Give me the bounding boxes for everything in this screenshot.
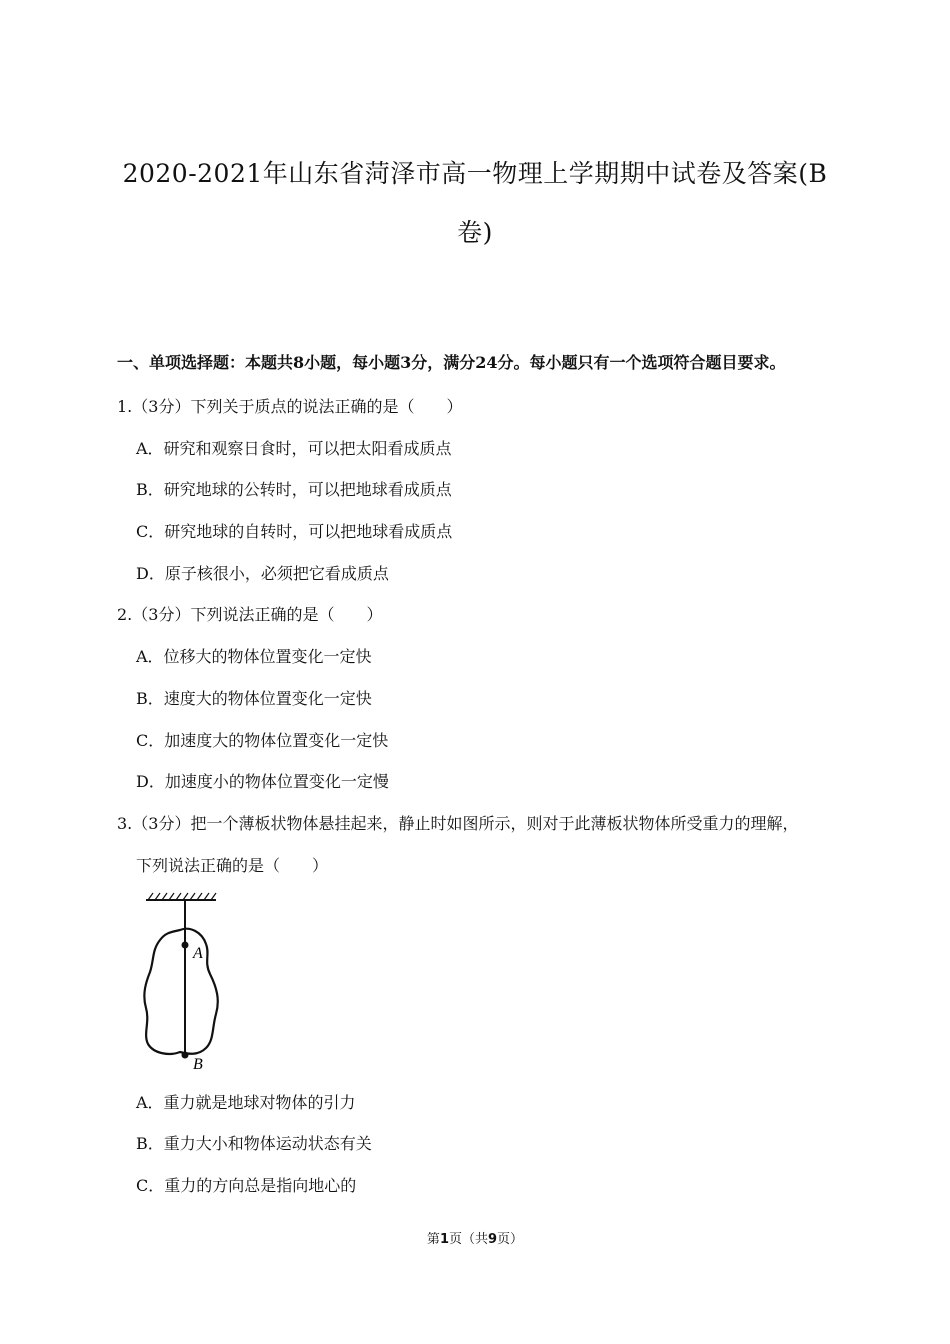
question-2-stem: 2.（3分）下列说法正确的是（ ） xyxy=(117,605,383,624)
footer-total-pages: 9 xyxy=(488,1232,498,1247)
question-3-stem-line2: 下列说法正确的是（ ） xyxy=(136,856,329,875)
question-1-option-d: D．原子核很小，必须把它看成质点 xyxy=(136,564,389,583)
point-a-marker xyxy=(182,942,189,949)
document-title-line1: 2020-2021年山东省菏泽市高一物理上学期期中试卷及答案(B xyxy=(122,159,828,188)
question-3-stem-line1: 3.（3分）把一个薄板状物体悬挂起来，静止时如图所示，则对于此薄板状物体所受重力的理解， xyxy=(117,814,799,833)
question-3-option-c: C．重力的方向总是指向地心的 xyxy=(136,1176,357,1195)
thin-plate-outline xyxy=(144,929,217,1054)
footer-suffix: 页） xyxy=(497,1232,524,1247)
footer-page-number: 1 xyxy=(439,1232,449,1247)
hanging-plate-figure xyxy=(140,888,220,1073)
point-a-label: A xyxy=(193,945,203,962)
footer-prefix: 第 xyxy=(426,1232,440,1247)
point-b-marker xyxy=(182,1052,189,1059)
question-2-option-b: B．速度大的物体位置变化一定快 xyxy=(136,689,372,708)
ceiling-hatch xyxy=(146,893,216,900)
document-title-line2: 卷) xyxy=(457,218,493,247)
footer-middle: 页（共 xyxy=(448,1232,488,1247)
question-2-option-a: A．位移大的物体位置变化一定快 xyxy=(136,647,372,666)
section-heading: 一、单项选择题：本题共8小题，每小题3分，满分24分。每小题只有一个选项符合题目要求。 xyxy=(117,353,786,372)
question-1-option-c: C．研究地球的自转时，可以把地球看成质点 xyxy=(136,522,453,541)
question-1-option-a: A．研究和观察日食时，可以把太阳看成质点 xyxy=(136,439,452,458)
question-1-stem: 1.（3分）下列关于质点的说法正确的是（ ） xyxy=(117,397,463,416)
question-3-option-b: B．重力大小和物体运动状态有关 xyxy=(136,1134,372,1153)
page-footer xyxy=(0,1228,950,1247)
point-b-label: B xyxy=(193,1056,203,1073)
question-2-option-c: C．加速度大的物体位置变化一定快 xyxy=(136,731,389,750)
question-2-option-d: D．加速度小的物体位置变化一定慢 xyxy=(136,772,389,791)
question-1-option-b: B．研究地球的公转时，可以把地球看成质点 xyxy=(136,480,452,499)
question-3-option-a: A．重力就是地球对物体的引力 xyxy=(136,1093,356,1112)
